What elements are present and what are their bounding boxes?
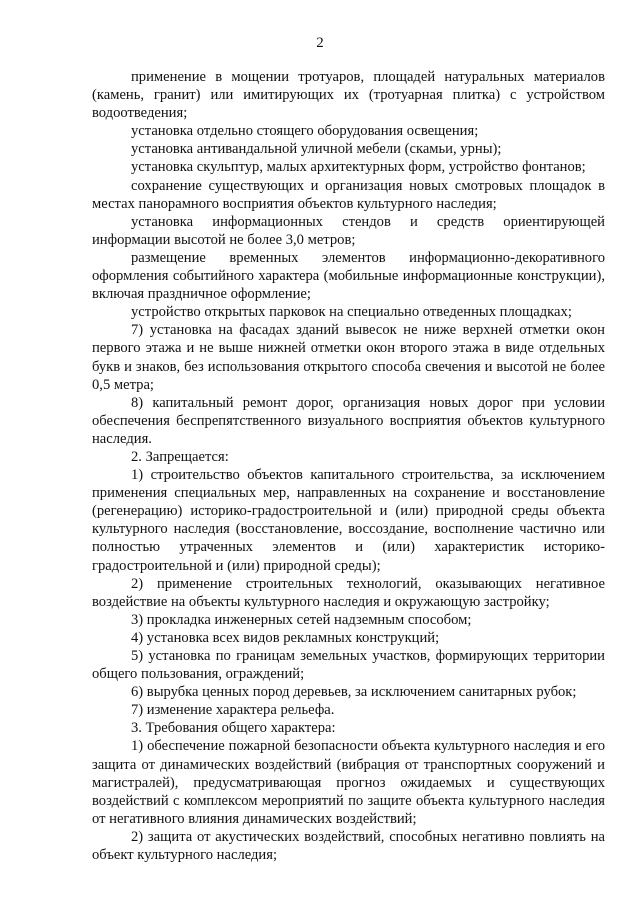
paragraph: 1) строительство объектов капитального строительства, за исключением применения специальных мер, направленных на сохранение и восстановление (регенерацию) историко-градостроительной и (или) природной среды объекта культурного наследия (восстановление, воссоздание, восполнение частично или полностью утраченных элементов и (или) характеристик историко-градостроительной и (или) природной среды); [92,467,605,574]
page-number: 2 [316,35,324,51]
paragraph: установка антивандальной уличной мебели (скамьи, урны); [131,141,502,158]
paragraph: установка скульптур, малых архитектурных форм, устройство фонтанов; [131,159,586,176]
paragraph: 7) изменение характера рельефа. [131,702,335,719]
paragraph: применение в мощении тротуаров, площадей натуральных материалов (камень, гранит) или имитирующих их (тротуарная плитка) с устройством водоотведения; [92,69,605,122]
section-heading: 3. Требования общего характера: [131,720,336,737]
paragraph: размещение временных элементов информационно-декоративного оформления событийного характера (мобильные информационные конструкции), включая праздничное оформление; [92,249,605,303]
paragraph: установка отдельно стоящего оборудования освещения; [131,123,479,140]
paragraph: установка информационных стендов и средств ориентирующей информации высотой не более 3,0 метров; [92,213,605,248]
paragraph: сохранение существующих и организация новых смотровых площадок в местах панорамного восприятия объектов культурного наследия; [92,177,605,212]
paragraph: 2) защита от акустических воздействий, способных негативно повлиять на объект культурного наследия; [92,828,605,864]
paragraph: 8) капитальный ремонт дорог, организация новых дорог при условии обеспечения беспрепятственного визуального восприятия объектов культурного наследия. [92,394,605,447]
paragraph: 5) установка по границам земельных участков, формирующих территории общего пользования, ограждений; [92,648,605,683]
paragraph: 6) вырубка ценных пород деревьев, за исключением санитарных рубок; [131,684,577,701]
document-body [92,68,605,864]
paragraph: 3) прокладка инженерных сетей надземным способом; [131,611,472,628]
section-heading: 2. Запрещается: [131,448,229,465]
paragraph: 2) применение строительных технологий, оказывающих негативное воздействие на объекты культурного наследия и окружающую застройку; [92,575,605,610]
paragraph: 1) обеспечение пожарной безопасности объекта культурного наследия и его защита от динамических воздействий (вибрация от транспортных сооружений и магистралей), предусматривающая прогноз ожидаемых и существующих воздействий с комплексом мероприятий по защите объекта культурного наследия от негативного влияния динамических воздействий; [92,738,605,827]
paragraph: 4) установка всех видов рекламных конструкций; [131,629,440,646]
paragraph: устройство открытых парковок на специально отведенных площадках; [131,304,572,321]
paragraph: 7) установка на фасадах зданий вывесок не ниже верхней отметки окон первого этажа и не выше нижней отметки окон второго этажа в виде отдельных букв и знаков, без использования открытого способа свечения и высотой не более 0,5 метра; [92,322,605,393]
